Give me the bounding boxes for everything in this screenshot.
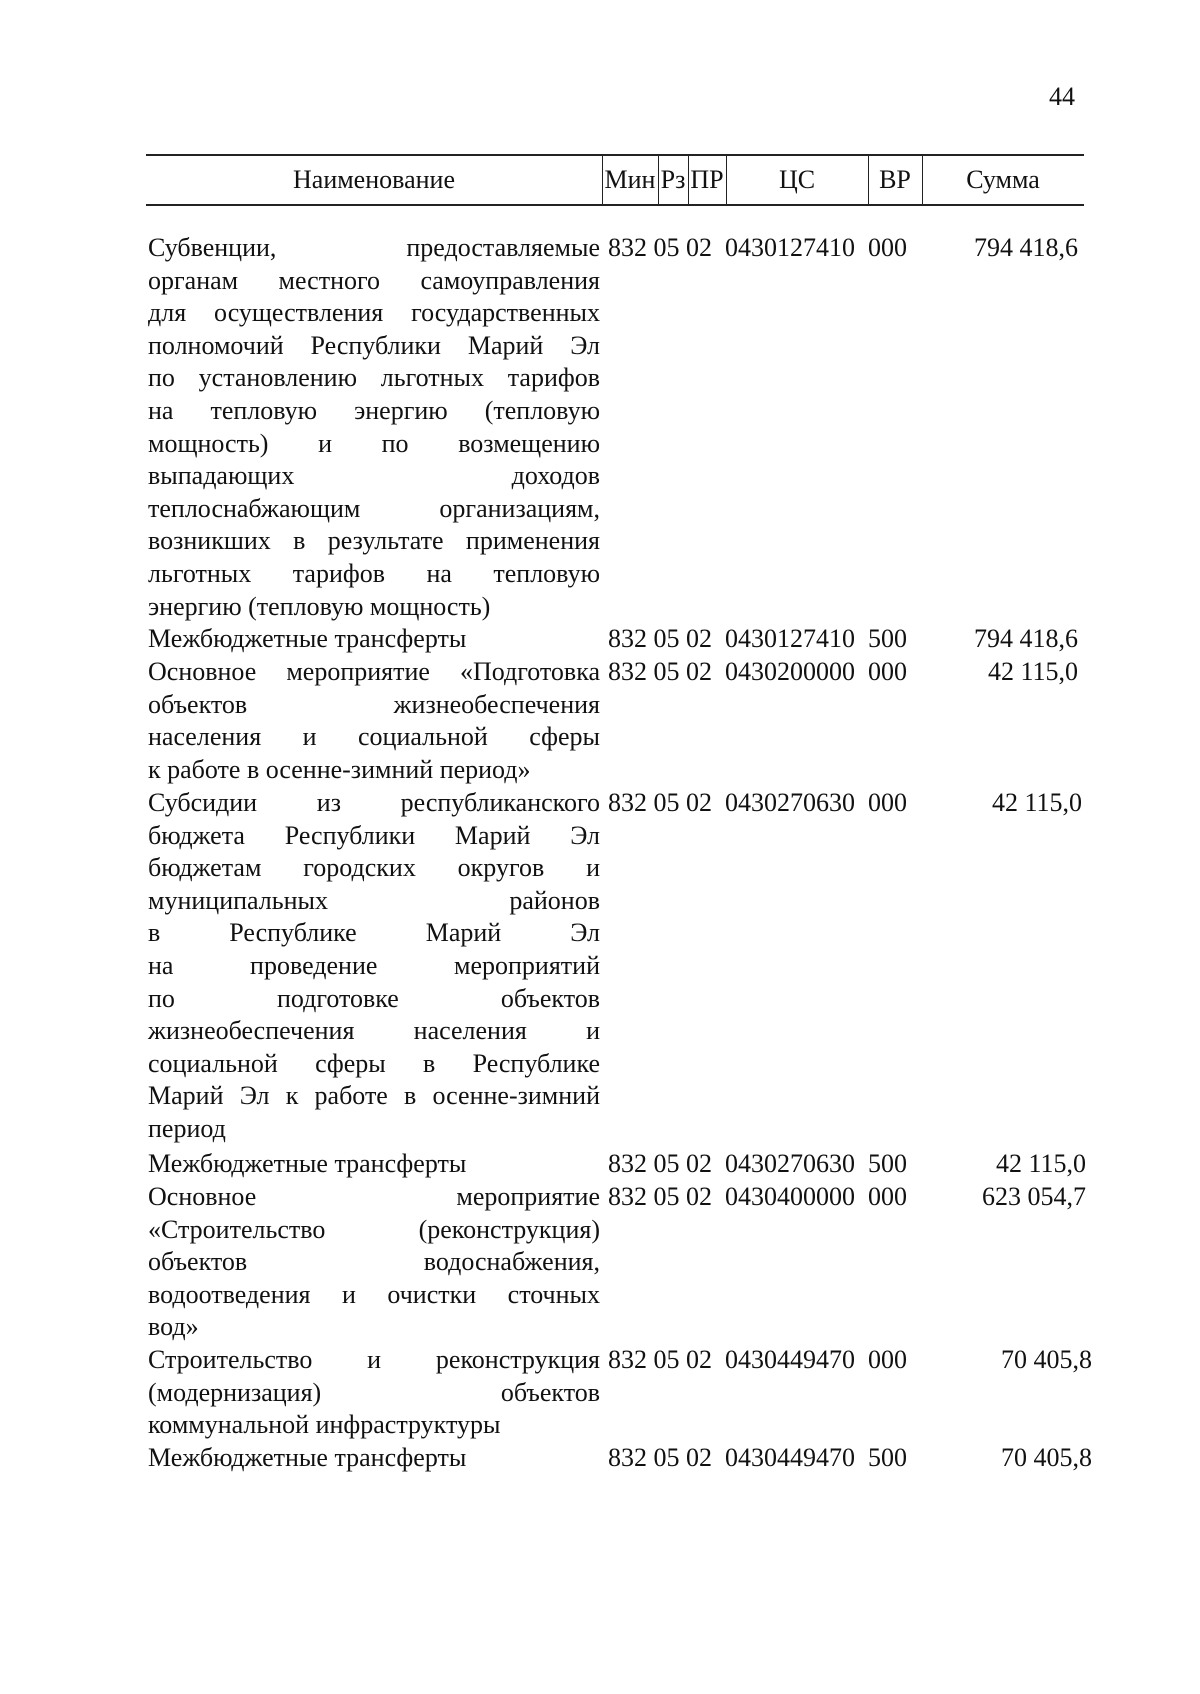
row-name-line: по подготовке объектов <box>148 983 600 1013</box>
row-name-line: Межбюджетные трансферты <box>148 1149 467 1178</box>
row-name-line: к работе в осенне-зимний период» <box>148 754 531 784</box>
row-name-line: «Строительство (реконструкция) <box>148 1214 600 1244</box>
row-sum: 70 405,8 <box>1001 1443 1092 1472</box>
row-sum: 623 054,7 <box>982 1182 1086 1211</box>
row-name-line: бюджета Республики Марий Эл <box>148 820 600 850</box>
row-name-line: Основное мероприятие «Подготовка <box>148 657 600 686</box>
row-name <box>148 787 600 1146</box>
row-name-line: на тепловую энергию (тепловую <box>148 395 600 425</box>
row-name-line: по установлению льготных тарифов <box>148 363 600 393</box>
row-name-line: Строительство и реконструкция <box>148 1345 600 1374</box>
header-rz: Рз <box>660 165 686 194</box>
row-name-line: льготных тарифов на тепловую <box>148 558 600 588</box>
row-codes: 832 05 02 0430127410 500 <box>608 624 907 653</box>
row-name-line: мощность) и по возмещению <box>148 428 600 458</box>
row-codes: 832 05 02 0430270630 500 <box>608 1149 907 1178</box>
row-name-line: период <box>148 1113 226 1143</box>
row-name-line: объектов жизнеобеспечения <box>148 689 600 719</box>
header-cs: ЦС <box>778 165 816 194</box>
page-number: 44 <box>1049 82 1075 111</box>
row-name <box>148 1181 600 1344</box>
row-codes: 832 05 02 0430400000 000 <box>608 1182 907 1211</box>
row-codes: 832 05 02 0430200000 000 <box>608 657 907 686</box>
header-pr: ПР <box>690 165 724 194</box>
header-name: Наименование <box>293 165 455 194</box>
row-sum: 42 115,0 <box>987 657 1078 686</box>
row-name-line: Межбюджетные трансферты <box>148 624 467 653</box>
row-name <box>148 623 600 656</box>
row-name-line: социальной сферы в Республике <box>148 1048 600 1078</box>
row-name-line: энергию (тепловую мощность) <box>148 591 491 621</box>
header-vr: ВР <box>879 165 911 194</box>
row-codes: 832 05 02 0430270630 000 <box>608 788 907 817</box>
row-name <box>148 1344 600 1442</box>
row-name <box>148 656 600 786</box>
row-name-line: Субсидии из республиканского <box>148 788 600 817</box>
row-name-line: теплоснабжающим организациям, <box>148 493 600 523</box>
row-sum: 794 418,6 <box>974 624 1078 653</box>
row-name-line: жизнеобеспечения населения и <box>148 1016 600 1046</box>
row-name-line: населения и социальной сферы <box>148 722 600 752</box>
row-codes: 832 05 02 0430449470 500 <box>608 1443 907 1472</box>
row-name-line: (модернизация) объектов <box>148 1377 600 1407</box>
row-codes: 832 05 02 0430449470 000 <box>608 1345 907 1374</box>
row-name-line: Межбюджетные трансферты <box>148 1443 467 1472</box>
row-name-line: муниципальных районов <box>148 885 600 915</box>
header-sum: Сумма <box>966 165 1040 194</box>
row-name-line: бюджетам городских округов и <box>148 853 600 883</box>
row-name-line: для осуществления государственных <box>148 298 600 328</box>
row-sum: 42 115,0 <box>991 788 1082 817</box>
row-name-line: Марий Эл к работе в осенне-зимний <box>148 1081 600 1111</box>
table-header <box>146 154 1084 206</box>
row-name-line: на проведение мероприятий <box>148 950 600 980</box>
row-name-line: водоотведения и очистки сточных <box>148 1279 600 1309</box>
header-min: Мин <box>604 165 656 194</box>
row-name-line: в Республике Марий Эл <box>148 918 600 948</box>
row-name-line: органам местного самоуправления <box>148 265 600 295</box>
row-name-line: объектов водоснабжения, <box>148 1247 600 1277</box>
row-name-line: вод» <box>148 1312 199 1342</box>
row-name-line: Основное мероприятие <box>148 1182 600 1211</box>
row-name-line: коммунальной инфраструктуры <box>148 1410 501 1440</box>
row-name-line: полномочий Республики Марий Эл <box>148 330 600 360</box>
row-name <box>148 1148 600 1181</box>
row-sum: 794 418,6 <box>974 233 1078 262</box>
row-sum: 70 405,8 <box>1001 1345 1092 1374</box>
row-sum: 42 115,0 <box>995 1149 1086 1178</box>
row-name-line: выпадающих доходов <box>148 461 600 491</box>
row-codes: 832 05 02 0430127410 000 <box>608 233 907 262</box>
row-name <box>148 232 600 623</box>
row-name-line: Субвенции, предоставляемые <box>148 233 600 262</box>
row-name <box>148 1442 600 1475</box>
row-name-line: возникших в результате применения <box>148 526 600 556</box>
